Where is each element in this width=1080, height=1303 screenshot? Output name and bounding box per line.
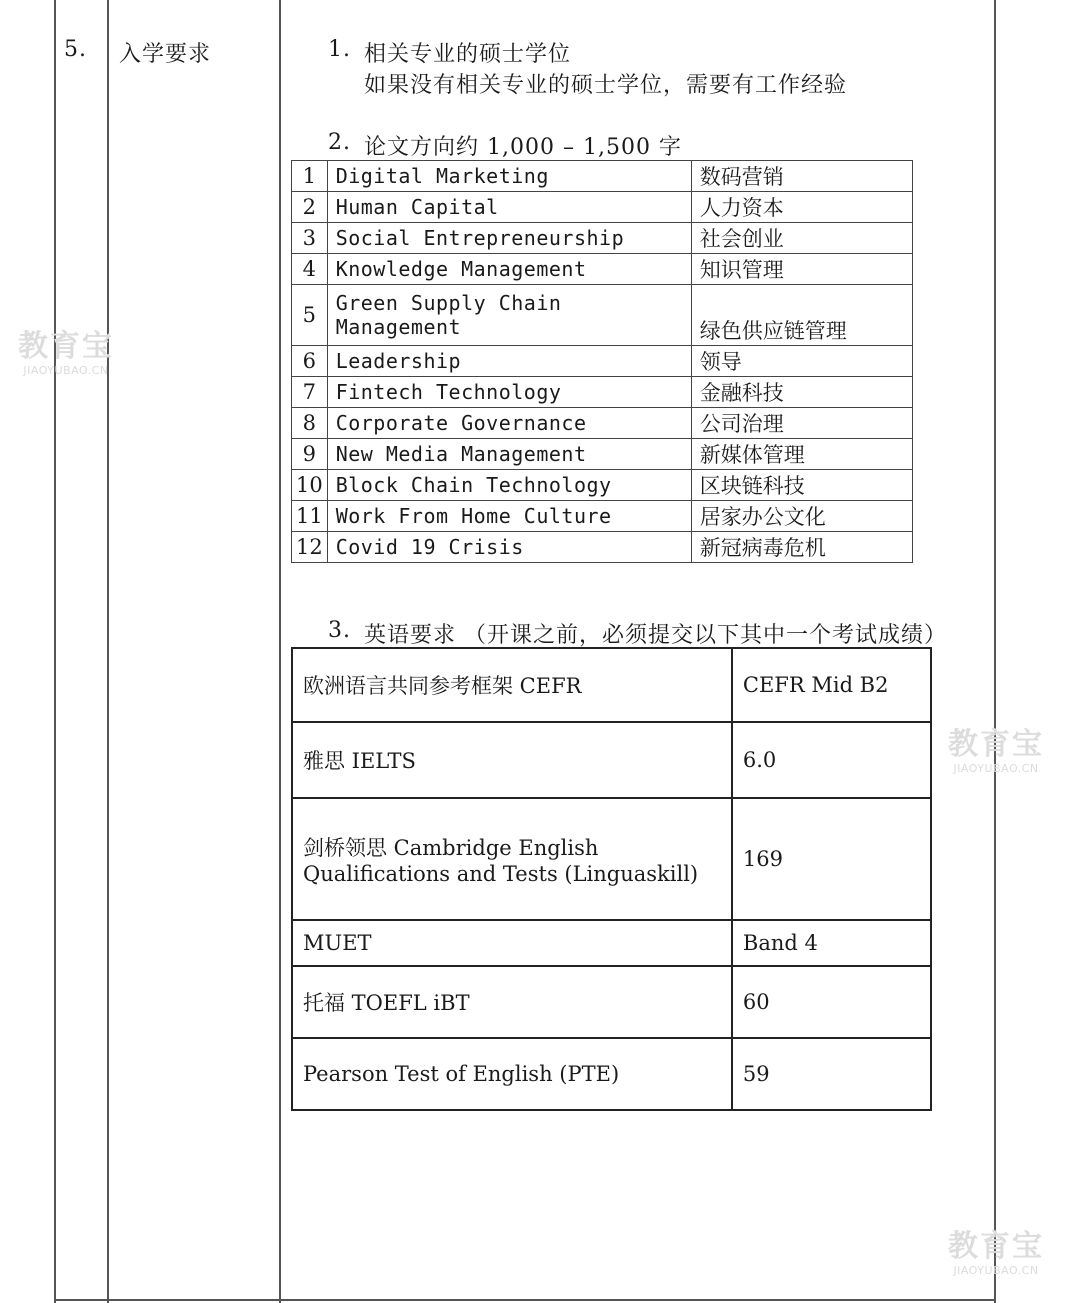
topic-english: Covid 19 Crisis bbox=[327, 532, 691, 563]
topic-chinese: 社会创业 bbox=[691, 223, 912, 254]
req3-text: 英语要求 （开课之前，必须提交以下其中一个考试成绩） bbox=[364, 623, 947, 648]
exam-score: 59 bbox=[732, 1038, 931, 1110]
topic-english: New Media Management bbox=[327, 439, 691, 470]
topic-row bbox=[292, 346, 913, 377]
topic-chinese: 居家办公文化 bbox=[691, 501, 912, 532]
watermark-left: 教育宝 JIAOYUBAO.CN bbox=[18, 329, 114, 377]
thesis-topics-table bbox=[291, 160, 913, 563]
english-requirements-body bbox=[292, 648, 931, 1110]
topic-number: 11 bbox=[292, 501, 328, 532]
exam-name: Pearson Test of English (PTE) bbox=[292, 1038, 732, 1110]
english-requirement-row bbox=[292, 1038, 931, 1110]
topic-number: 5 bbox=[292, 285, 328, 346]
topic-number: 2 bbox=[292, 192, 328, 223]
req3-number: 3. bbox=[328, 618, 351, 643]
topic-english: Block Chain Technology bbox=[327, 470, 691, 501]
english-requirement-row bbox=[292, 722, 931, 798]
topic-row bbox=[292, 501, 913, 532]
outer-bottom-border bbox=[54, 1299, 996, 1301]
row-number: 5. bbox=[64, 37, 87, 62]
topic-number: 8 bbox=[292, 408, 328, 439]
column-divider-1 bbox=[107, 0, 109, 1303]
topic-number: 10 bbox=[292, 470, 328, 501]
topic-chinese: 领导 bbox=[691, 346, 912, 377]
english-requirement-row bbox=[292, 920, 931, 966]
exam-name: 剑桥领思 Cambridge English Qualifications and Tests (Linguaskill) bbox=[292, 798, 732, 920]
topic-chinese: 新媒体管理 bbox=[691, 439, 912, 470]
topic-chinese: 人力资本 bbox=[691, 192, 912, 223]
topic-chinese: 金融科技 bbox=[691, 377, 912, 408]
exam-score: Band 4 bbox=[732, 920, 931, 966]
topic-english: Work From Home Culture bbox=[327, 501, 691, 532]
topic-number: 12 bbox=[292, 532, 328, 563]
english-requirement-row bbox=[292, 648, 931, 722]
exam-name: 欧洲语言共同参考框架 CEFR bbox=[292, 648, 732, 722]
req2-number: 2. bbox=[328, 130, 351, 155]
outer-left-border bbox=[54, 0, 56, 1303]
topic-row bbox=[292, 377, 913, 408]
exam-name: MUET bbox=[292, 920, 732, 966]
topic-row bbox=[292, 161, 913, 192]
topic-number: 9 bbox=[292, 439, 328, 470]
english-requirement-row bbox=[292, 798, 931, 920]
topic-chinese: 新冠病毒危机 bbox=[691, 532, 912, 563]
topic-row bbox=[292, 408, 913, 439]
topic-english: Fintech Technology bbox=[327, 377, 691, 408]
req1-line2: 如果没有相关专业的硕士学位，需要有工作经验 bbox=[364, 73, 848, 98]
topic-row bbox=[292, 470, 913, 501]
topic-row bbox=[292, 532, 913, 563]
watermark-right-mid: 教育宝 JIAOYUBAO.CN bbox=[948, 727, 1044, 775]
req2-text: 论文方向约 1,000 – 1,500 字 bbox=[364, 135, 682, 160]
exam-name: 雅思 IELTS bbox=[292, 722, 732, 798]
exam-score: CEFR Mid B2 bbox=[732, 648, 931, 722]
req1-number: 1. bbox=[328, 37, 351, 62]
topic-chinese: 绿色供应链管理 bbox=[691, 285, 912, 346]
thesis-topics-body bbox=[292, 161, 913, 563]
exam-score: 6.0 bbox=[732, 722, 931, 798]
topic-row bbox=[292, 285, 913, 346]
exam-score: 169 bbox=[732, 798, 931, 920]
exam-name: 托福 TOEFL iBT bbox=[292, 966, 732, 1038]
topic-number: 1 bbox=[292, 161, 328, 192]
topic-chinese: 知识管理 bbox=[691, 254, 912, 285]
topic-english: Human Capital bbox=[327, 192, 691, 223]
topic-english: Leadership bbox=[327, 346, 691, 377]
english-requirement-row bbox=[292, 966, 931, 1038]
column-divider-2 bbox=[279, 0, 281, 1303]
topic-chinese: 公司治理 bbox=[691, 408, 912, 439]
topic-english: Corporate Governance bbox=[327, 408, 691, 439]
topic-row bbox=[292, 254, 913, 285]
topic-english: Digital Marketing bbox=[327, 161, 691, 192]
topic-chinese: 区块链科技 bbox=[691, 470, 912, 501]
topic-number: 6 bbox=[292, 346, 328, 377]
topic-english: Knowledge Management bbox=[327, 254, 691, 285]
topic-english: Green Supply Chain Management bbox=[327, 285, 691, 346]
watermark-right-bottom: 教育宝 JIAOYUBAO.CN bbox=[948, 1229, 1044, 1277]
topic-chinese: 数码营销 bbox=[691, 161, 912, 192]
topic-number: 4 bbox=[292, 254, 328, 285]
topic-number: 7 bbox=[292, 377, 328, 408]
topic-number: 3 bbox=[292, 223, 328, 254]
outer-right-border bbox=[994, 0, 996, 1303]
req1-line1: 相关专业的硕士学位 bbox=[364, 42, 572, 67]
exam-score: 60 bbox=[732, 966, 931, 1038]
topic-row bbox=[292, 223, 913, 254]
english-requirements-table bbox=[291, 647, 932, 1111]
topic-row bbox=[292, 192, 913, 223]
row-label: 入学要求 bbox=[119, 42, 212, 67]
topic-row bbox=[292, 439, 913, 470]
topic-english: Social Entrepreneurship bbox=[327, 223, 691, 254]
